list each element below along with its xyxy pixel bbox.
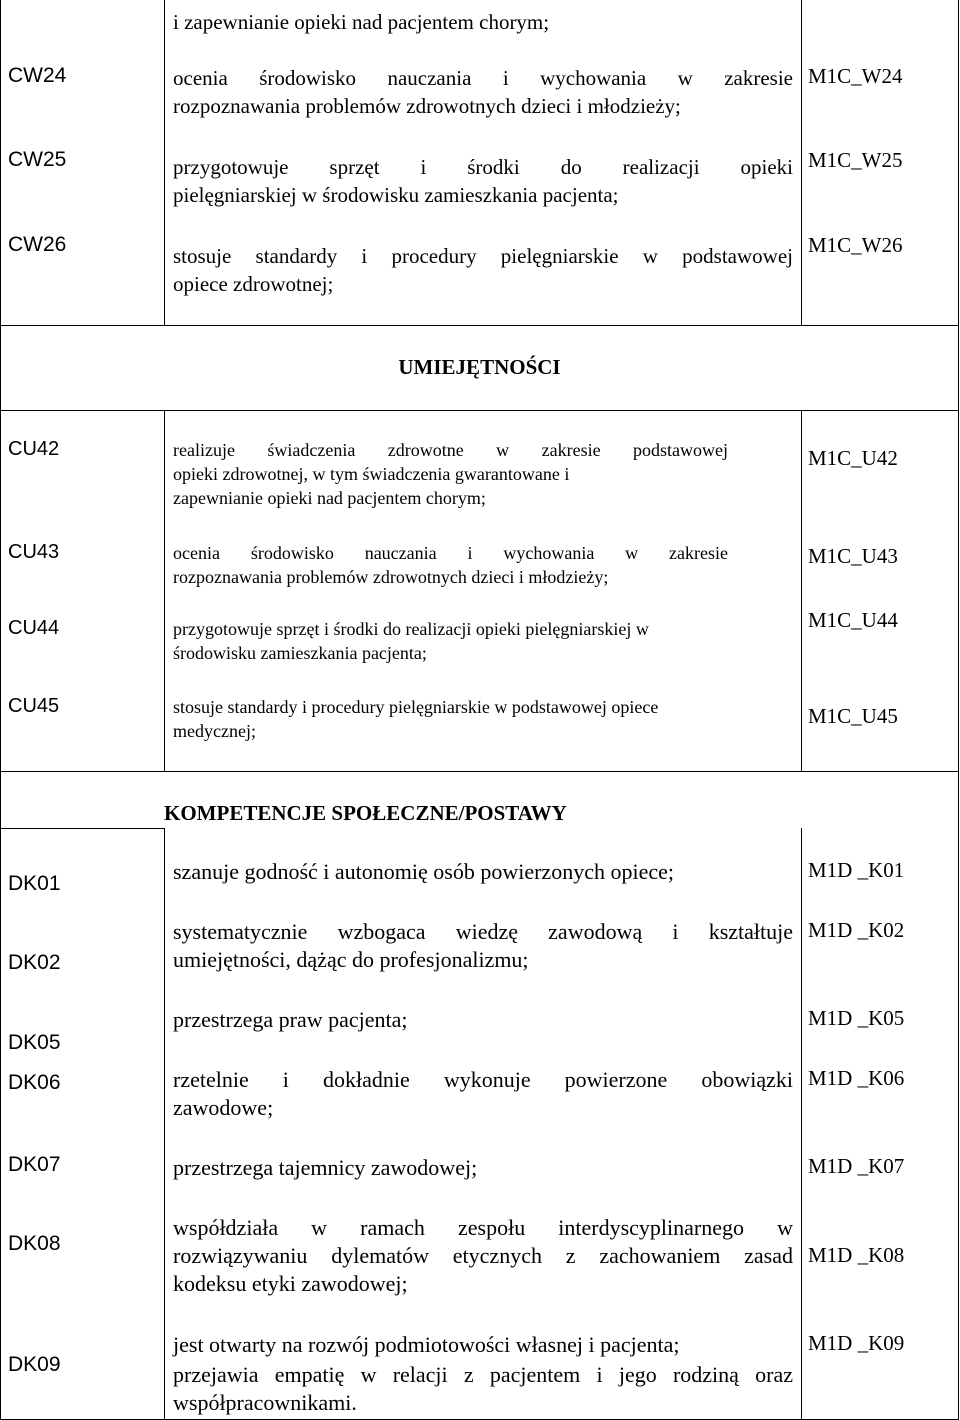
row-code: CU43: [8, 541, 60, 563]
row-description: i zapewnianie opieki nad pacjentem chorym;: [173, 10, 550, 34]
row-description: [173, 153, 793, 181]
row-description: współpracownikami.: [173, 1390, 357, 1415]
row-code: DK02: [8, 951, 61, 974]
row-description: rozpoznawania problemów zdrowotnych dzieci i młodzieży;: [173, 567, 609, 587]
table-border: [164, 410, 165, 771]
row-description: medycznej;: [173, 721, 256, 741]
table-border: [0, 325, 959, 326]
row-description: [173, 242, 793, 270]
row-description: [173, 1066, 793, 1094]
row-code: CW26: [8, 233, 67, 256]
row-description: opiece zdrowotnej;: [173, 272, 334, 296]
row-description: [173, 1242, 793, 1270]
description-line: rozwiązywaniu dylematów etycznych z zachowaniem zasad: [173, 1243, 793, 1268]
effect-code: M1C_W25: [808, 148, 903, 172]
section-header-skills: UMIEJĘTNOŚCI: [398, 355, 561, 379]
row-description: środowisku zamieszkania pacjenta;: [173, 643, 427, 663]
row-code: CW25: [8, 148, 67, 171]
row-code: DK06: [8, 1071, 61, 1094]
effect-code: M1C_U45: [808, 704, 898, 728]
description-line: systematycznie wzbogaca wiedzę zawodową i kształtuje: [173, 919, 793, 944]
row-description: [173, 1214, 793, 1242]
effect-code: M1D _K05: [808, 1006, 905, 1030]
row-description: zapewnianie opieki nad pacjentem chorym;: [173, 488, 486, 508]
table-border: [164, 0, 165, 325]
section-header-social: KOMPETENCJE SPOŁECZNE/POSTAWY: [164, 801, 567, 825]
effect-code: M1C_W24: [808, 64, 903, 88]
description-line: ocenia środowisko nauczania i wychowania w zakresie: [173, 543, 728, 563]
table-border: [801, 0, 802, 325]
effect-code: M1D _K07: [808, 1154, 905, 1178]
row-description: zawodowe;: [173, 1095, 274, 1120]
effect-code: M1D _K01: [808, 858, 905, 882]
row-code: DK01: [8, 872, 61, 895]
row-description: szanuje godność i autonomię osób powierzonych opiece;: [173, 859, 674, 884]
table-border: [164, 828, 165, 1420]
row-code: DK07: [8, 1153, 61, 1176]
row-code: DK05: [8, 1031, 61, 1054]
row-code: CU44: [8, 617, 60, 639]
row-description: [173, 438, 728, 462]
effect-code: M1D _K02: [808, 918, 905, 942]
row-code: CU42: [8, 438, 60, 460]
row-description: opieki zdrowotnej, w tym świadczenia gwarantowane i: [173, 464, 570, 484]
row-description: [173, 918, 793, 946]
effect-code: M1C_W26: [808, 233, 903, 257]
description-line: realizuje świadczenia zdrowotne w zakresie podstawowej: [173, 440, 728, 460]
row-description: rozpoznawania problemów zdrowotnych dzieci i młodzieży;: [173, 94, 681, 118]
row-code: CW24: [8, 64, 67, 87]
row-code: DK08: [8, 1232, 61, 1255]
table-border: [0, 410, 959, 411]
row-description: kodeksu etyki zawodowej;: [173, 1271, 408, 1296]
table-border: [801, 828, 802, 1420]
row-description: [173, 1361, 793, 1389]
row-description: pielęgniarskiej w środowisku zamieszkania pacjenta;: [173, 183, 619, 207]
effect-code: M1C_U42: [808, 446, 898, 470]
effect-code: M1D _K06: [808, 1066, 905, 1090]
description-line: przygotowuje sprzęt i środki do realizacji opieki: [173, 155, 793, 179]
row-description: jest otwarty na rozwój podmiotowości własnej i pacjenta;: [173, 1332, 680, 1357]
row-description: [173, 541, 728, 565]
row-description: stosuje standardy i procedury pielęgniarskie w podstawowej opiece: [173, 697, 659, 717]
description-line: przejawia empatię w relacji z pacjentem i jego rodziną oraz: [173, 1362, 793, 1387]
effect-code: M1C_U43: [808, 544, 898, 568]
table-border: [958, 0, 959, 1420]
row-description: [173, 64, 793, 92]
table-border: [0, 771, 959, 772]
table-border: [0, 0, 1, 1420]
row-description: przygotowuje sprzęt i środki do realizacji opieki pielęgniarskiej w: [173, 619, 649, 639]
description-line: rzetelnie i dokładnie wykonuje powierzone obowiązki: [173, 1067, 793, 1092]
effect-code: M1D _K08: [808, 1243, 905, 1267]
row-description: przestrzega praw pacjenta;: [173, 1007, 408, 1032]
table-border: [801, 410, 802, 771]
row-code: DK09: [8, 1353, 61, 1376]
description-line: ocenia środowisko nauczania i wychowania w zakresie: [173, 66, 793, 90]
row-code: CU45: [8, 695, 60, 717]
row-description: przestrzega tajemnicy zawodowej;: [173, 1155, 478, 1180]
table-border: [0, 828, 165, 829]
effect-code: M1D _K09: [808, 1331, 905, 1355]
description-line: stosuje standardy i procedury pielęgniarskie w podstawowej: [173, 244, 793, 268]
description-line: współdziała w ramach zespołu interdyscyplinarnego w: [173, 1215, 793, 1240]
row-description: umiejętności, dążąc do profesjonalizmu;: [173, 947, 529, 972]
effect-code: M1C_U44: [808, 608, 898, 632]
